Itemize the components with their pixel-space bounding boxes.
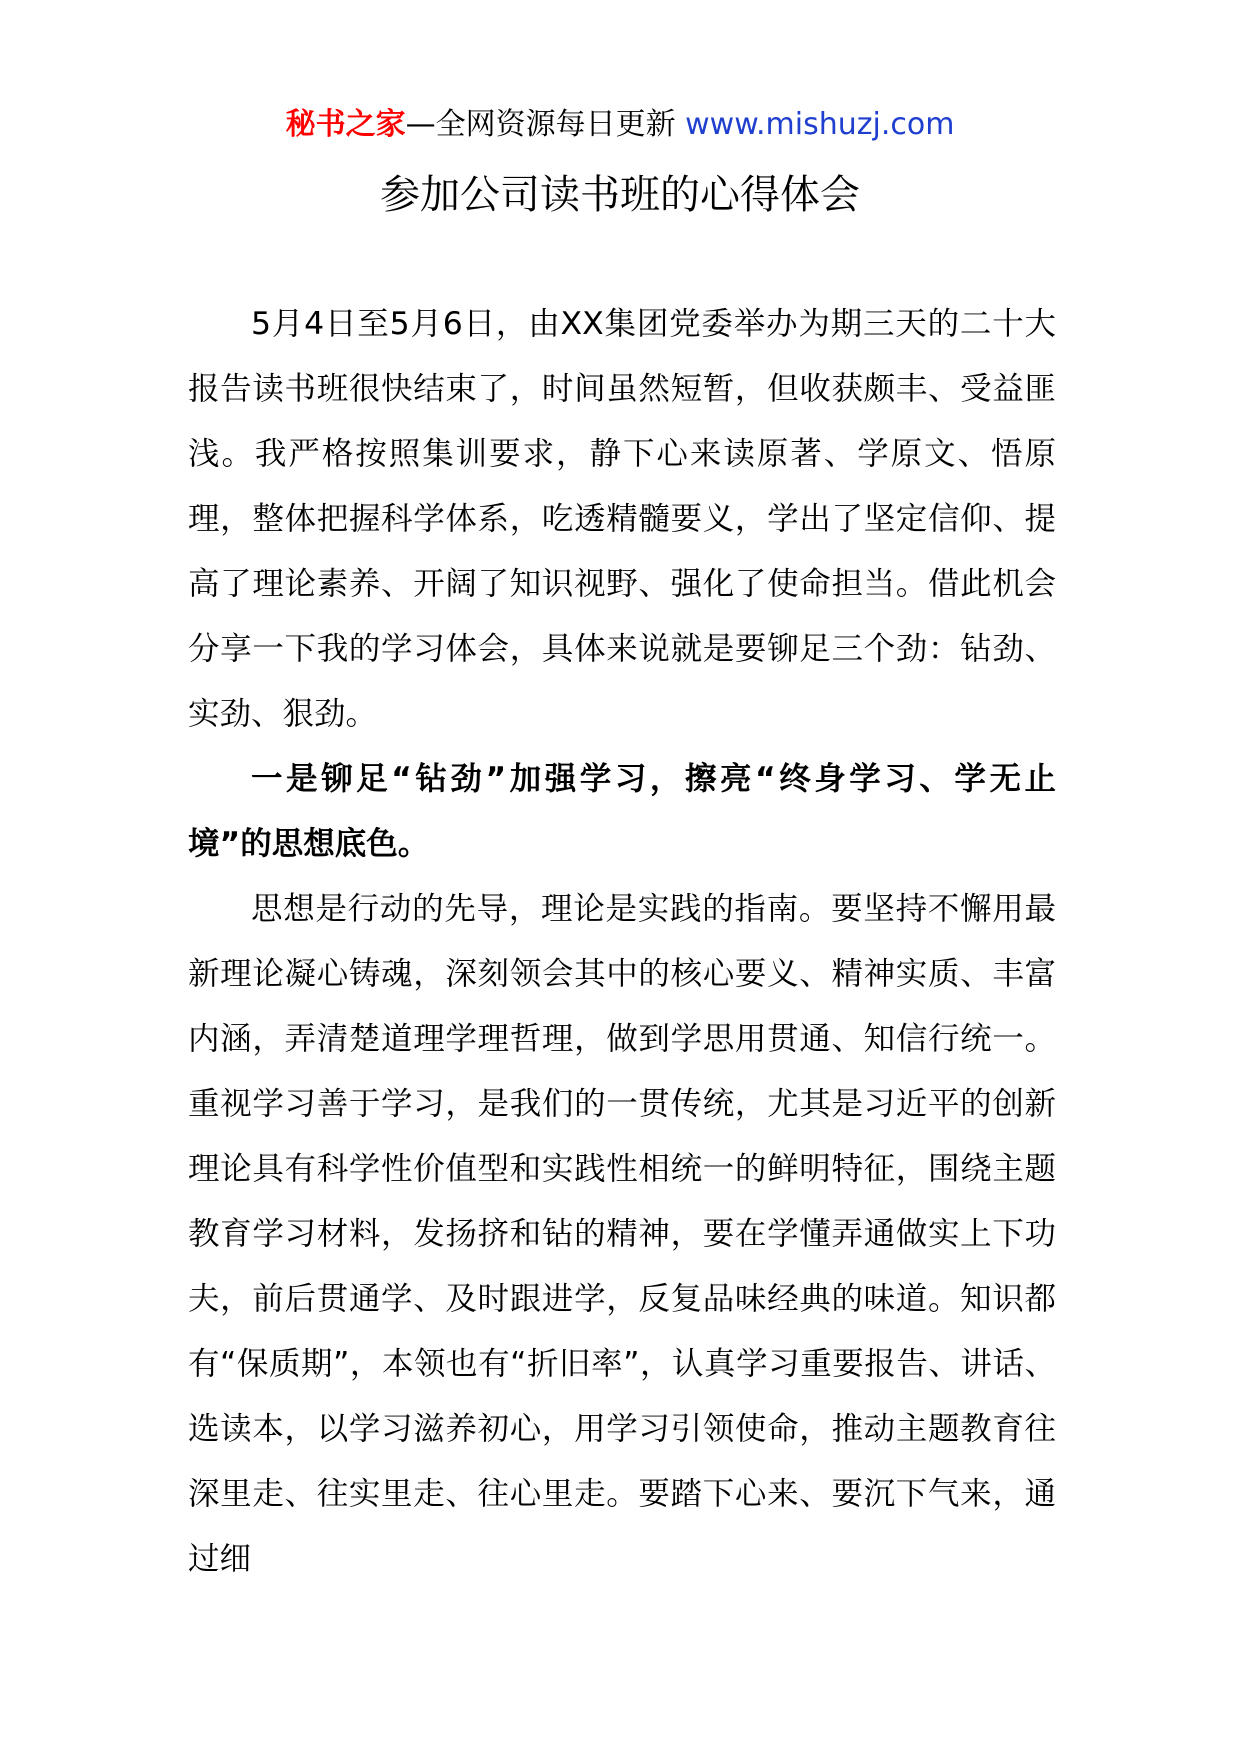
section-heading-1: 一是铆足“钻劲”加强学习，擦亮“终身学习、学无止境”的思想底色。 bbox=[188, 761, 1056, 862]
brand-name: 秘书之家 bbox=[285, 107, 406, 142]
paragraph-section-1: 思想是行动的先导，理论是实践的指南。要坚持不懈用最新理论凝心铸魂，深刻领会其中的核心要义、精神实质、丰富内涵，弄清楚道理学理哲理，做到学思用贯通、知信行统一。重视学习善于学习，是我们的一贯传统，尤其是习近平的创新理论具有科学性价值型和实践性相统一的鲜明特征，围绕主题教育学习材料，发扬挤和钻的精神，要在学懂弄通做实上下功夫，前后贯通学、及时跟进学，反复品味经典的味道。知识都有“保质期”，本领也有“折旧率”，认真学习重要报告、讲话、选读本，以学习滋养初心，用学习引领使命，推动主题教育往深里走、往实里走、往心里走。要踏下心来、要沉下气来，通过细 bbox=[188, 891, 1056, 1577]
site-header bbox=[0, 100, 1240, 150]
header-slogan: —全网资源每日更新 bbox=[405, 107, 686, 142]
paragraph-intro: 5月4日至5月6日，由XX集团党委举办为期三天的二十大报告读书班很快结束了，时间虽然短暂，但收获颇丰、受益匪浅。我严格按照集训要求，静下心来读原著、学原文、悟原理，整体把握科学体系，吃透精髓要义，学出了坚定信仰、提高了理论素养、开阔了知识视野、强化了使命担当。借此机会分享一下我的学习体会，具体来说就是要铆足三个劲：钻劲、实劲、狠劲。 bbox=[188, 306, 1056, 732]
document-body bbox=[188, 292, 1056, 1592]
site-url-link[interactable]: www.mishuzj.com bbox=[685, 107, 955, 142]
document-title: 参加公司读书班的心得体会 bbox=[380, 172, 860, 218]
